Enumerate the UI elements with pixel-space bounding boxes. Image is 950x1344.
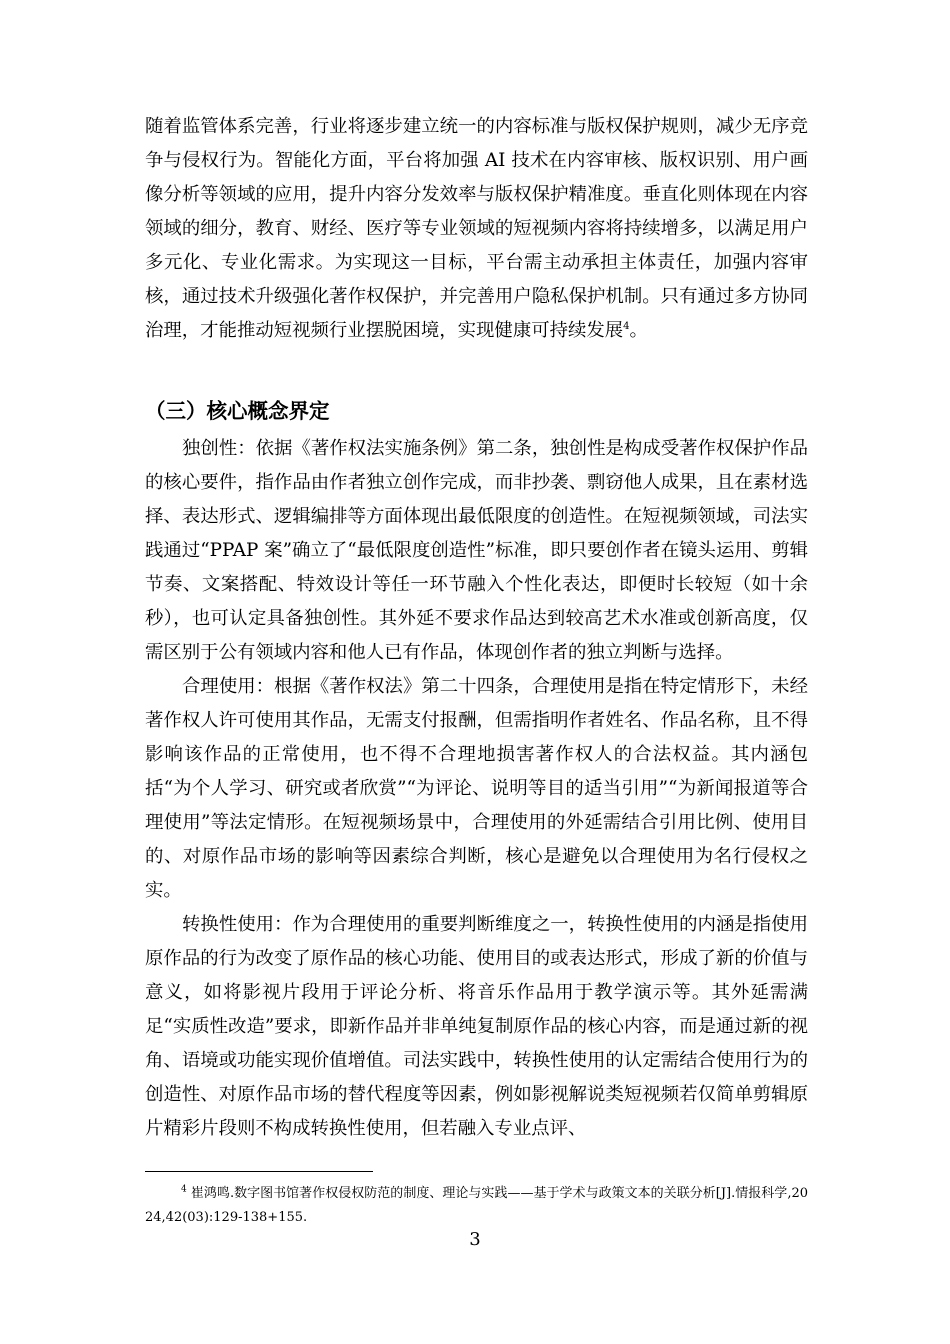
footnote-separator — [145, 1171, 373, 1172]
footnote-number: 4 — [181, 1184, 187, 1195]
paragraph-originality: 独创性：依据《著作权法实施条例》第二条，独创性是构成受著作权保护作品的核心要件，指作品由作者独立创作完成，而非抄袭、剽窃他人成果，且在素材选择、表达形式、逻辑编排等方面体现出最低限度的创造性。在短视频领域，司法实践通过“PPAP 案”确立了“最低限度创造性”标准，即只要创作者在镜头运用、剪辑节奏、文案搭配、特效设计等任一环节融入个性化表达，即便时长较短（如十余秒），也可认定具备独创性。其外延不要求作品达到较高艺术水准或创新高度，仅需区别于公有领域内容和他人已有作品，体现创作者的独立判断与选择。 — [145, 438, 808, 663]
paragraph-fair-use: 合理使用：根据《著作权法》第二十四条，合理使用是指在特定情形下，未经著作权人许可使用其作品，无需支付报酬，但需指明作者姓名、作品名称，且不得影响该作品的正常使用，也不得不合理地损害著作权人的合法权益。其内涵包括“为个人学习、研究或者欣赏”“为评论、说明等目的适当引用”“为新闻报道等合理使用”等法定情形。在短视频场景中，合理使用的外延需结合引用比例、使用目的、对原作品市场的影响等因素综合判断，核心是避免以合理使用为名行侵权之实。 — [145, 676, 808, 901]
paragraph-continuation — [145, 110, 808, 348]
paragraph-end: 。 — [629, 320, 648, 341]
definitions-section — [145, 432, 808, 1146]
paragraph-transformative-use: 转换性使用：作为合理使用的重要判断维度之一，转换性使用的内涵是指使用原作品的行为改变了原作品的核心功能、使用目的或表达形式，形成了新的价值与意义，如将影视片段用于评论分析、将音乐作品用于教学演示等。其外延需满足“实质性改造”要求，即新作品并非单纯复制原作品的核心内容，而是通过新的视角、语境或功能实现价值增值。司法实践中，转换性使用的认定需结合使用行为的创造性、对原作品市场的替代程度等因素，例如影视解说类短视频若仅简单剪辑原片精彩片段则不构成转换性使用，但若融入专业点评、 — [145, 914, 808, 1139]
section-heading: （三）核心概念界定 — [145, 399, 330, 423]
page-number: 3 — [469, 1229, 481, 1250]
footnote — [145, 1182, 808, 1230]
paragraph-text: 随着监管体系完善，行业将逐步建立统一的内容标准与版权保护规则，减少无序竞争与侵权行为。智能化方面，平台将加强 AI 技术在内容审核、版权识别、用户画像分析等领域的应用，提升内容分发效率与版权保护精准度。垂直化则体现在内容领域的细分，教育、财经、医疗等专业领域的短视频内容将持续增多，以满足用户多元化、专业化需求。为实现这一目标，平台需主动承担主体责任，加强内容审核，通过技术升级强化著作权保护，并完善用户隐私保护机制。只有通过多方协同治理，才能推动短视频行业摆脱困境，实现健康可持续发展 — [145, 116, 808, 341]
footnote-reference[interactable]: 4 — [623, 320, 630, 332]
footnote-text: 崔鸿鸣.数字图书馆著作权侵权防范的制度、理论与实践——基于学术与政策文本的关联分析[J].情报科学,2024,42(03):129-138+155. — [145, 1186, 808, 1225]
